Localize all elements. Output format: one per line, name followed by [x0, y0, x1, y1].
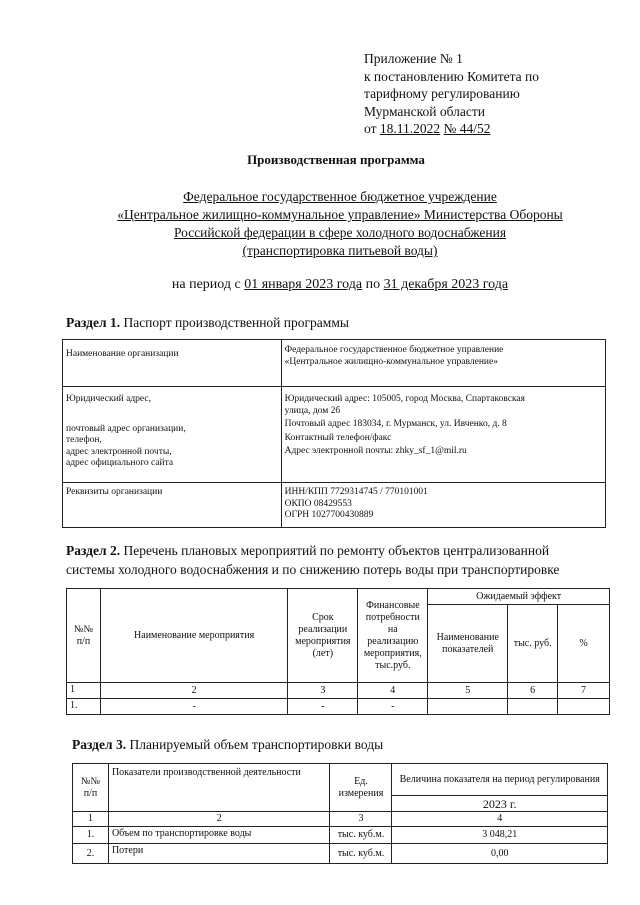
- row-finance: -: [358, 699, 428, 715]
- row-name: -: [100, 699, 287, 715]
- col-number: 3: [288, 683, 358, 699]
- col-number: 3: [330, 812, 392, 827]
- row-thousand: [508, 699, 558, 715]
- appendix-line: Приложение № 1: [364, 51, 463, 66]
- col-number: 5: [428, 683, 508, 699]
- org-line: «Центральное жилищно-коммунальное управление» Министерства Обороны: [117, 207, 563, 222]
- row-name: Объем по транспортировке воды: [108, 827, 330, 844]
- col-number: 2: [100, 683, 287, 699]
- passport-value: Юридический адрес: 105005, город Москва, Спартаковская улица, дом 2б Почтовый адрес 183034, г. Мурманск, ул. Ивченко, д. 8 Контактный телефон/факс Адрес электронной почты: zhky_sf_1@mil.ru: [281, 387, 605, 483]
- header-year: 2023 г.: [392, 796, 608, 812]
- appendix-line: к постановлению Комитета по: [364, 68, 539, 84]
- row-value: 3 048,21: [392, 827, 608, 844]
- table-numbering-row: [73, 812, 608, 827]
- passport-label: Наименование организации: [63, 340, 282, 387]
- org-line: Федеральное государственное бюджетное учреждение: [183, 189, 497, 204]
- col-number: 4: [358, 683, 428, 699]
- section1-heading: Раздел 1. Паспорт производственной программы: [66, 315, 349, 330]
- row-value: 0,00: [392, 844, 608, 864]
- passport-table: [62, 339, 606, 528]
- row-num: 1.: [73, 827, 109, 844]
- header-effect: Ожидаемый эффект: [428, 589, 610, 605]
- table-row: [73, 827, 608, 844]
- appendix-line: тарифному регулированию: [364, 86, 520, 101]
- table-row: [63, 340, 606, 387]
- period-to: 31 декабря 2023 года: [383, 277, 509, 292]
- table-row: [63, 483, 606, 528]
- measures-table: [66, 588, 610, 715]
- passport-label: Реквизиты организации: [63, 483, 282, 528]
- passport-label: Юридический адрес, почтовый адрес организации, телефон, адрес электронной почты, адрес официального сайта: [63, 387, 282, 483]
- header-thousand: тыс. руб.: [508, 605, 558, 683]
- period-line: на период с 01 января 2023 года по 31 декабря 2023 года: [171, 277, 509, 292]
- appendix-line: Мурманской области: [364, 103, 485, 119]
- table-header-row: [67, 589, 610, 605]
- org-line: (транспортировка питьевой воды): [242, 243, 438, 258]
- header-percent: %: [558, 605, 610, 683]
- org-line: Российской федерации в сфере холодного водоснабжения: [173, 225, 507, 240]
- row-name: Потери: [108, 844, 330, 864]
- header-indicator: Наименование показателей: [428, 605, 508, 683]
- col-number: 1: [67, 683, 101, 699]
- header-num: №№ п/п: [67, 589, 101, 683]
- organization-block: [40, 188, 640, 260]
- row-indicator: [428, 699, 508, 715]
- passport-value: ИНН/КПП 7729314745 / 770101001 ОКПО 08429553 ОГРН 1027700430889: [281, 483, 605, 528]
- row-percent: [558, 699, 610, 715]
- appendix-date: 18.11.2022: [379, 121, 441, 136]
- col-number: 6: [508, 683, 558, 699]
- header-value: Величина показателя на период регулирования: [392, 764, 608, 796]
- row-num: 2.: [73, 844, 109, 864]
- table-header-row: [73, 764, 608, 796]
- col-number: 1: [73, 812, 109, 827]
- row-term: -: [288, 699, 358, 715]
- table-numbering-row: [67, 683, 610, 699]
- table-row: [63, 387, 606, 483]
- header-indicators: Показатели производственной деятельности: [108, 764, 330, 812]
- passport-value: Федеральное государственное бюджетное управление «Центральное жилищно-коммунальное управление»: [281, 340, 605, 387]
- col-number: 7: [558, 683, 610, 699]
- document-title: Производственная программа: [247, 152, 425, 167]
- col-number: 4: [392, 812, 608, 827]
- header-name: Наименование мероприятия: [100, 589, 287, 683]
- section2-heading: Раздел 2. Перечень плановых мероприятий по ремонту объектов централизованной системы холодного водоснабжения и по снижению потерь воды при транспортировке: [66, 543, 560, 577]
- row-num: 1.: [67, 699, 101, 715]
- section3-heading: Раздел 3. Планируемый объем транспортировки воды: [72, 737, 384, 752]
- row-unit: тыс. куб.м.: [330, 827, 392, 844]
- header-term: Срок реализации мероприятия (лет): [288, 589, 358, 683]
- row-unit: тыс. куб.м.: [330, 844, 392, 864]
- period-from: 01 января 2023 года: [244, 277, 363, 292]
- appendix-number: № 44/52: [443, 121, 491, 136]
- header-unit: Ед. измерения: [330, 764, 392, 812]
- appendix-block: [364, 50, 604, 138]
- table-row: [73, 844, 608, 864]
- header-num: №№ п/п: [73, 764, 109, 812]
- appendix-date-line: от 18.11.2022 № 44/52: [364, 121, 491, 136]
- table-row: [67, 699, 610, 715]
- header-finance: Финансовые потребности на реализацию мероприятия, тыс.руб.: [358, 589, 428, 683]
- volume-table: [72, 763, 608, 864]
- col-number: 2: [108, 812, 330, 827]
